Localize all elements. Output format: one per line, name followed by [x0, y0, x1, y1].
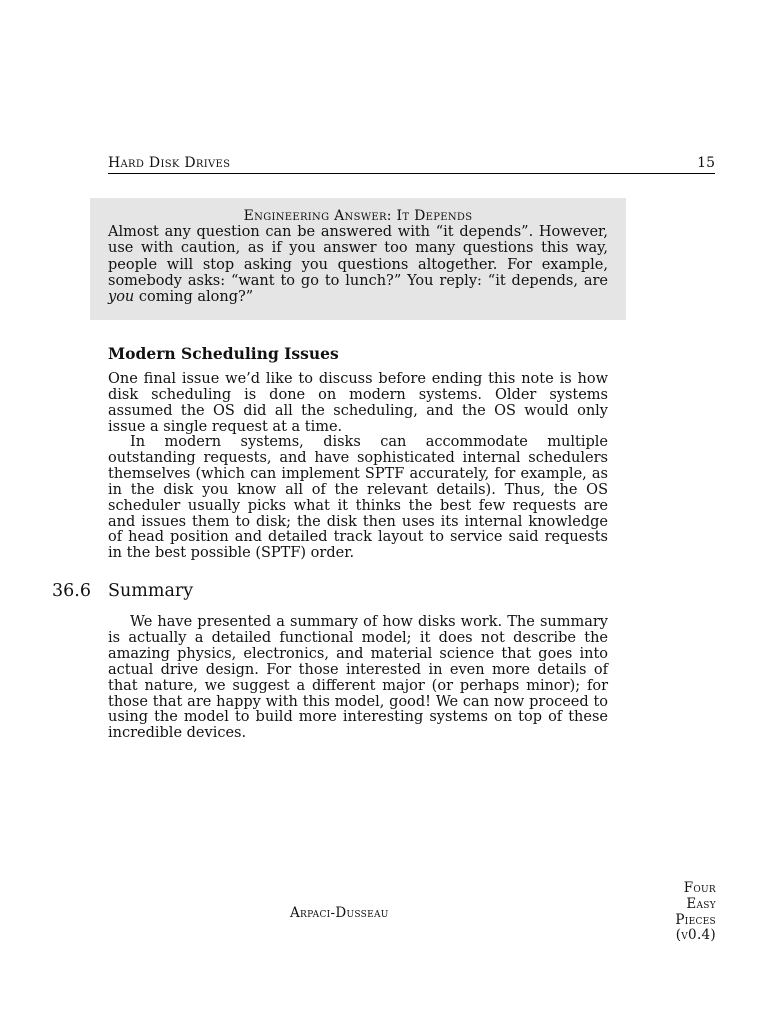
section-title: Summary: [108, 581, 194, 601]
footer-book-line: (v0.4): [675, 927, 716, 944]
page-number: 15: [697, 155, 715, 171]
aside-emphasis: you: [108, 289, 135, 306]
section-heading: [52, 580, 193, 602]
section-number: 36.6: [52, 581, 91, 601]
footer-author: Arpaci-Dusseau: [290, 905, 389, 921]
footer-book-line: Four: [683, 880, 716, 896]
aside-body-text: Almost any question can be answered with “it depends”. However, use with caution, as if you answer too many questions this way, people will stop asking you questions altogether. For example, somebody asks: “want to go to lunch?” You reply: “it depends, are: [108, 224, 608, 289]
aside-title: Engineering Answer: It Depends: [243, 208, 473, 224]
footer-book-line: Easy: [686, 895, 716, 912]
paragraph-scheduling-1: One final issue we’d like to discuss before ending this note is how disk scheduling is done on modern systems. Older systems assumed the OS did all the scheduling, and the OS would only issue a single request at a time.: [108, 371, 608, 435]
paragraph-summary: We have presented a summary of how disks work. The summary is actually a detailed functional model; it does not describe the amazing physics, electronics, and material science that goes into actual drive design. For those interested in even more details of that nature, we suggest a different major (or perhaps minor); for those that are happy with this model, good! We can now proceed to using the model to build more interesting systems on top of these incredible devices.: [108, 614, 608, 742]
footer-book-line: Pieces: [675, 911, 716, 928]
subsection-title: Modern Scheduling Issues: [108, 344, 339, 363]
running-header: [108, 154, 715, 174]
footer-book-title: [675, 881, 716, 944]
paragraph-scheduling-2: In modern systems, disks can accommodate multiple outstanding requests, and have sophisticated internal schedulers themselves (which can implement SPTF accurately, for example, as in the disk you know all of the relevant details). Thus, the OS scheduler usually picks what it thinks the best few requests are and issues them to disk; the disk then uses its internal knowledge of head position and detailed track layout to service said requests in the best possible (SPTF) order.: [108, 434, 608, 562]
aside-box: [90, 198, 626, 320]
running-title: Hard Disk Drives: [108, 155, 231, 171]
aside-body-text-end: coming along?”: [134, 289, 254, 306]
aside-body: [108, 224, 608, 305]
aside-content: [108, 208, 608, 305]
